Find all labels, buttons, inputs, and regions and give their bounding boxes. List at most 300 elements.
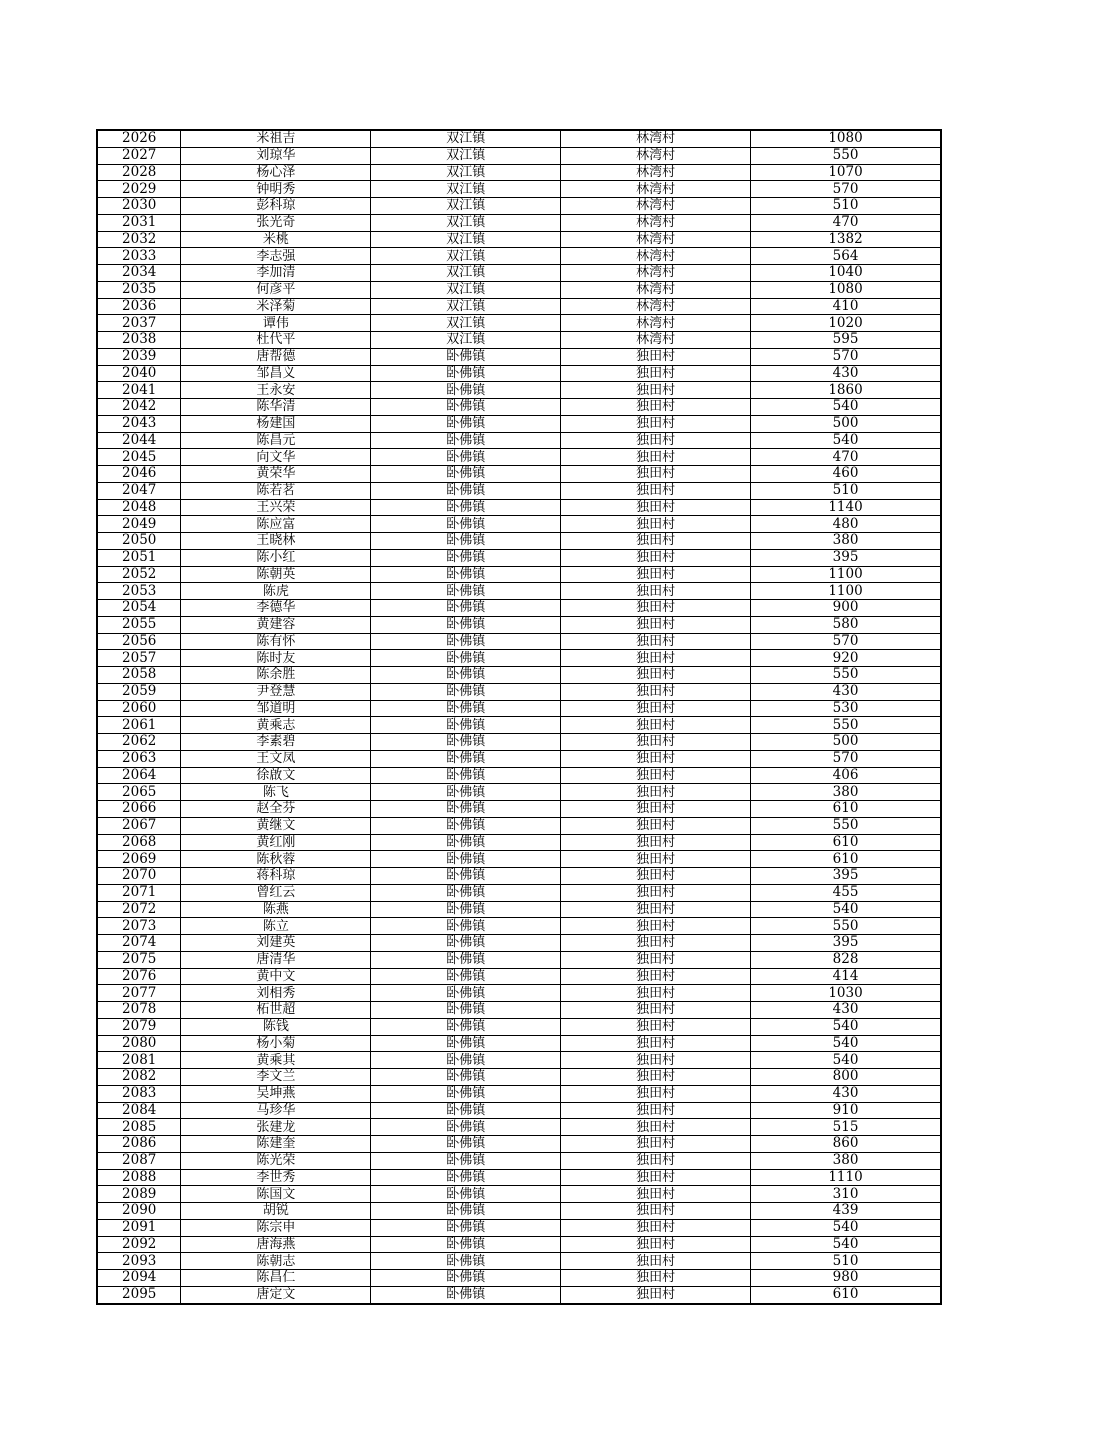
row-number-cell: 2057 — [98, 650, 181, 667]
village-cell: 独田村 — [561, 784, 751, 801]
town-cell: 卧佛镇 — [371, 1002, 561, 1019]
row-number-cell: 2071 — [98, 884, 181, 901]
town-cell: 卧佛镇 — [371, 549, 561, 566]
name-cell: 陈小红 — [181, 549, 371, 566]
town-cell: 卧佛镇 — [371, 600, 561, 617]
row-number-cell: 2063 — [98, 750, 181, 767]
table-row — [98, 700, 941, 717]
name-cell: 陈时友 — [181, 650, 371, 667]
town-cell: 卧佛镇 — [371, 415, 561, 432]
amount-cell: 500 — [751, 734, 941, 751]
table-body — [98, 131, 941, 1304]
village-cell: 林湾村 — [561, 265, 751, 282]
name-cell: 黄荣华 — [181, 466, 371, 483]
row-number-cell: 2058 — [98, 667, 181, 684]
name-cell: 陈燕 — [181, 901, 371, 918]
amount-cell: 395 — [751, 935, 941, 952]
row-number-cell: 2048 — [98, 499, 181, 516]
name-cell: 张光奇 — [181, 214, 371, 231]
name-cell: 黄中文 — [181, 968, 371, 985]
village-cell: 独田村 — [561, 667, 751, 684]
town-cell: 卧佛镇 — [371, 616, 561, 633]
table-row — [98, 918, 941, 935]
name-cell: 陈华清 — [181, 399, 371, 416]
table-row — [98, 499, 941, 516]
town-cell: 卧佛镇 — [371, 851, 561, 868]
village-cell: 独田村 — [561, 1236, 751, 1253]
village-cell: 独田村 — [561, 499, 751, 516]
amount-cell: 1030 — [751, 985, 941, 1002]
village-cell: 独田村 — [561, 1219, 751, 1236]
table-row — [98, 231, 941, 248]
table-row — [98, 1152, 941, 1169]
town-cell: 卧佛镇 — [371, 566, 561, 583]
amount-cell: 540 — [751, 1018, 941, 1035]
name-cell: 杨建国 — [181, 415, 371, 432]
name-cell: 陈秋蓉 — [181, 851, 371, 868]
data-table — [97, 130, 941, 1304]
village-cell: 独田村 — [561, 566, 751, 583]
row-number-cell: 2072 — [98, 901, 181, 918]
name-cell: 黄继文 — [181, 817, 371, 834]
town-cell: 双江镇 — [371, 248, 561, 265]
village-cell: 独田村 — [561, 901, 751, 918]
amount-cell: 1100 — [751, 566, 941, 583]
amount-cell: 410 — [751, 298, 941, 315]
name-cell: 张建龙 — [181, 1119, 371, 1136]
table-row — [98, 801, 941, 818]
table-row — [98, 449, 941, 466]
name-cell: 唐帮德 — [181, 348, 371, 365]
table-row — [98, 382, 941, 399]
amount-cell: 430 — [751, 683, 941, 700]
town-cell: 卧佛镇 — [371, 1152, 561, 1169]
amount-cell: 570 — [751, 633, 941, 650]
row-number-cell: 2043 — [98, 415, 181, 432]
village-cell: 独田村 — [561, 1102, 751, 1119]
town-cell: 卧佛镇 — [371, 449, 561, 466]
name-cell: 吴坤燕 — [181, 1085, 371, 1102]
town-cell: 双江镇 — [371, 198, 561, 215]
table-row — [98, 1219, 941, 1236]
town-cell: 双江镇 — [371, 281, 561, 298]
amount-cell: 500 — [751, 415, 941, 432]
name-cell: 王兴荣 — [181, 499, 371, 516]
table-row — [98, 164, 941, 181]
village-cell: 独田村 — [561, 968, 751, 985]
table-row — [98, 516, 941, 533]
row-number-cell: 2055 — [98, 616, 181, 633]
name-cell: 李素碧 — [181, 734, 371, 751]
town-cell: 卧佛镇 — [371, 1236, 561, 1253]
village-cell: 独田村 — [561, 432, 751, 449]
row-number-cell: 2093 — [98, 1253, 181, 1270]
name-cell: 李加清 — [181, 265, 371, 282]
amount-cell: 1860 — [751, 382, 941, 399]
table-row — [98, 533, 941, 550]
amount-cell: 480 — [751, 516, 941, 533]
name-cell: 陈有怀 — [181, 633, 371, 650]
table-row — [98, 1186, 941, 1203]
name-cell: 王永安 — [181, 382, 371, 399]
name-cell: 陈虎 — [181, 583, 371, 600]
row-number-cell: 2037 — [98, 315, 181, 332]
row-number-cell: 2041 — [98, 382, 181, 399]
village-cell: 独田村 — [561, 583, 751, 600]
row-number-cell: 2052 — [98, 566, 181, 583]
town-cell: 卧佛镇 — [371, 1085, 561, 1102]
town-cell: 卧佛镇 — [371, 951, 561, 968]
town-cell: 卧佛镇 — [371, 985, 561, 1002]
name-cell: 马珍华 — [181, 1102, 371, 1119]
table-row — [98, 147, 941, 164]
town-cell: 卧佛镇 — [371, 1253, 561, 1270]
amount-cell: 406 — [751, 767, 941, 784]
town-cell: 卧佛镇 — [371, 348, 561, 365]
village-cell: 独田村 — [561, 767, 751, 784]
amount-cell: 515 — [751, 1119, 941, 1136]
amount-cell: 510 — [751, 1253, 941, 1270]
village-cell: 独田村 — [561, 600, 751, 617]
row-number-cell: 2032 — [98, 231, 181, 248]
village-cell: 独田村 — [561, 834, 751, 851]
town-cell: 卧佛镇 — [371, 817, 561, 834]
amount-cell: 860 — [751, 1136, 941, 1153]
village-cell: 林湾村 — [561, 281, 751, 298]
village-cell: 独田村 — [561, 616, 751, 633]
table-row — [98, 851, 941, 868]
village-cell: 独田村 — [561, 1270, 751, 1287]
table-row — [98, 633, 941, 650]
town-cell: 卧佛镇 — [371, 717, 561, 734]
town-cell: 卧佛镇 — [371, 968, 561, 985]
amount-cell: 570 — [751, 181, 941, 198]
name-cell: 李德华 — [181, 600, 371, 617]
town-cell: 卧佛镇 — [371, 667, 561, 684]
table-row — [98, 600, 941, 617]
row-number-cell: 2070 — [98, 868, 181, 885]
town-cell: 卧佛镇 — [371, 1119, 561, 1136]
table-row — [98, 348, 941, 365]
table-row — [98, 817, 941, 834]
name-cell: 陈建奎 — [181, 1136, 371, 1153]
town-cell: 卧佛镇 — [371, 1136, 561, 1153]
name-cell: 王晓林 — [181, 533, 371, 550]
row-number-cell: 2087 — [98, 1152, 181, 1169]
name-cell: 陈钱 — [181, 1018, 371, 1035]
table-row — [98, 1203, 941, 1220]
table-row — [98, 834, 941, 851]
row-number-cell: 2065 — [98, 784, 181, 801]
name-cell: 米泽菊 — [181, 298, 371, 315]
town-cell: 卧佛镇 — [371, 901, 561, 918]
amount-cell: 1020 — [751, 315, 941, 332]
name-cell: 李志强 — [181, 248, 371, 265]
table-row — [98, 951, 941, 968]
row-number-cell: 2062 — [98, 734, 181, 751]
table-row — [98, 482, 941, 499]
row-number-cell: 2083 — [98, 1085, 181, 1102]
table-row — [98, 734, 941, 751]
row-number-cell: 2090 — [98, 1203, 181, 1220]
table-row — [98, 583, 941, 600]
town-cell: 卧佛镇 — [371, 516, 561, 533]
table-row — [98, 1136, 941, 1153]
table-row — [98, 399, 941, 416]
table-row — [98, 650, 941, 667]
town-cell: 卧佛镇 — [371, 734, 561, 751]
amount-cell: 380 — [751, 1152, 941, 1169]
town-cell: 双江镇 — [371, 332, 561, 349]
village-cell: 林湾村 — [561, 198, 751, 215]
name-cell: 陈朝志 — [181, 1253, 371, 1270]
village-cell: 林湾村 — [561, 214, 751, 231]
town-cell: 卧佛镇 — [371, 1169, 561, 1186]
amount-cell: 570 — [751, 750, 941, 767]
row-number-cell: 2029 — [98, 181, 181, 198]
row-number-cell: 2049 — [98, 516, 181, 533]
amount-cell: 540 — [751, 1219, 941, 1236]
town-cell: 双江镇 — [371, 214, 561, 231]
name-cell: 谭伟 — [181, 315, 371, 332]
town-cell: 卧佛镇 — [371, 1052, 561, 1069]
row-number-cell: 2036 — [98, 298, 181, 315]
village-cell: 独田村 — [561, 466, 751, 483]
row-number-cell: 2028 — [98, 164, 181, 181]
town-cell: 卧佛镇 — [371, 834, 561, 851]
amount-cell: 1070 — [751, 164, 941, 181]
amount-cell: 540 — [751, 399, 941, 416]
table-row — [98, 415, 941, 432]
village-cell: 林湾村 — [561, 147, 751, 164]
name-cell: 尹登慧 — [181, 683, 371, 700]
row-number-cell: 2045 — [98, 449, 181, 466]
town-cell: 卧佛镇 — [371, 382, 561, 399]
table-row — [98, 315, 941, 332]
table-row — [98, 1035, 941, 1052]
row-number-cell: 2075 — [98, 951, 181, 968]
town-cell: 卧佛镇 — [371, 918, 561, 935]
amount-cell: 828 — [751, 951, 941, 968]
name-cell: 唐定文 — [181, 1286, 371, 1303]
name-cell: 胡锐 — [181, 1203, 371, 1220]
amount-cell: 470 — [751, 449, 941, 466]
row-number-cell: 2076 — [98, 968, 181, 985]
town-cell: 卧佛镇 — [371, 1035, 561, 1052]
town-cell: 卧佛镇 — [371, 365, 561, 382]
amount-cell: 310 — [751, 1186, 941, 1203]
name-cell: 彭科琼 — [181, 198, 371, 215]
village-cell: 独田村 — [561, 1119, 751, 1136]
town-cell: 双江镇 — [371, 164, 561, 181]
village-cell: 独田村 — [561, 851, 751, 868]
village-cell: 独田村 — [561, 717, 751, 734]
amount-cell: 510 — [751, 482, 941, 499]
table-row — [98, 1052, 941, 1069]
row-number-cell: 2081 — [98, 1052, 181, 1069]
row-number-cell: 2047 — [98, 482, 181, 499]
town-cell: 卧佛镇 — [371, 700, 561, 717]
village-cell: 林湾村 — [561, 231, 751, 248]
table-row — [98, 466, 941, 483]
table-row — [98, 1253, 941, 1270]
name-cell: 陈宗申 — [181, 1219, 371, 1236]
row-number-cell: 2031 — [98, 214, 181, 231]
village-cell: 独田村 — [561, 1018, 751, 1035]
name-cell: 邹道明 — [181, 700, 371, 717]
row-number-cell: 2042 — [98, 399, 181, 416]
amount-cell: 530 — [751, 700, 941, 717]
amount-cell: 550 — [751, 817, 941, 834]
row-number-cell: 2080 — [98, 1035, 181, 1052]
row-number-cell: 2061 — [98, 717, 181, 734]
village-cell: 独田村 — [561, 918, 751, 935]
row-number-cell: 2038 — [98, 332, 181, 349]
town-cell: 卧佛镇 — [371, 767, 561, 784]
village-cell: 独田村 — [561, 1136, 751, 1153]
table-row — [98, 868, 941, 885]
row-number-cell: 2078 — [98, 1002, 181, 1019]
row-number-cell: 2069 — [98, 851, 181, 868]
village-cell: 林湾村 — [561, 164, 751, 181]
name-cell: 陈光荣 — [181, 1152, 371, 1169]
row-number-cell: 2064 — [98, 767, 181, 784]
row-number-cell: 2068 — [98, 834, 181, 851]
row-number-cell: 2030 — [98, 198, 181, 215]
village-cell: 独田村 — [561, 399, 751, 416]
row-number-cell: 2089 — [98, 1186, 181, 1203]
name-cell: 陈立 — [181, 918, 371, 935]
village-cell: 林湾村 — [561, 131, 751, 148]
row-number-cell: 2073 — [98, 918, 181, 935]
village-cell: 独田村 — [561, 348, 751, 365]
name-cell: 米祖吉 — [181, 131, 371, 148]
village-cell: 独田村 — [561, 817, 751, 834]
village-cell: 独田村 — [561, 884, 751, 901]
town-cell: 双江镇 — [371, 131, 561, 148]
table-row — [98, 683, 941, 700]
village-cell: 独田村 — [561, 365, 751, 382]
amount-cell: 610 — [751, 851, 941, 868]
village-cell: 独田村 — [561, 633, 751, 650]
amount-cell: 430 — [751, 365, 941, 382]
name-cell: 陈余胜 — [181, 667, 371, 684]
town-cell: 卧佛镇 — [371, 482, 561, 499]
row-number-cell: 2079 — [98, 1018, 181, 1035]
name-cell: 黄建容 — [181, 616, 371, 633]
village-cell: 独田村 — [561, 1052, 751, 1069]
row-number-cell: 2044 — [98, 432, 181, 449]
amount-cell: 910 — [751, 1102, 941, 1119]
table-row — [98, 298, 941, 315]
name-cell: 何彦平 — [181, 281, 371, 298]
row-number-cell: 2091 — [98, 1219, 181, 1236]
town-cell: 卧佛镇 — [371, 801, 561, 818]
name-cell: 陈飞 — [181, 784, 371, 801]
town-cell: 卧佛镇 — [371, 583, 561, 600]
row-number-cell: 2084 — [98, 1102, 181, 1119]
name-cell: 向文华 — [181, 449, 371, 466]
name-cell: 赵全芬 — [181, 801, 371, 818]
table-row — [98, 1270, 941, 1287]
village-cell: 独田村 — [561, 516, 751, 533]
row-number-cell: 2088 — [98, 1169, 181, 1186]
amount-cell: 430 — [751, 1085, 941, 1102]
village-cell: 独田村 — [561, 683, 751, 700]
amount-cell: 1110 — [751, 1169, 941, 1186]
amount-cell: 1140 — [751, 499, 941, 516]
village-cell: 林湾村 — [561, 315, 751, 332]
village-cell: 独田村 — [561, 415, 751, 432]
amount-cell: 439 — [751, 1203, 941, 1220]
table-row — [98, 767, 941, 784]
name-cell: 陈昌元 — [181, 432, 371, 449]
table-row — [98, 549, 941, 566]
name-cell: 陈若茗 — [181, 482, 371, 499]
name-cell: 黄乘其 — [181, 1052, 371, 1069]
amount-cell: 920 — [751, 650, 941, 667]
village-cell: 独田村 — [561, 482, 751, 499]
amount-cell: 395 — [751, 549, 941, 566]
name-cell: 曾红云 — [181, 884, 371, 901]
town-cell: 双江镇 — [371, 147, 561, 164]
amount-cell: 1080 — [751, 281, 941, 298]
name-cell: 刘琼华 — [181, 147, 371, 164]
name-cell: 蒋科琼 — [181, 868, 371, 885]
village-cell: 独田村 — [561, 1253, 751, 1270]
amount-cell: 460 — [751, 466, 941, 483]
town-cell: 卧佛镇 — [371, 683, 561, 700]
amount-cell: 540 — [751, 432, 941, 449]
amount-cell: 455 — [751, 884, 941, 901]
table-row — [98, 667, 941, 684]
row-number-cell: 2054 — [98, 600, 181, 617]
row-number-cell: 2026 — [98, 131, 181, 148]
table-row — [98, 935, 941, 952]
row-number-cell: 2077 — [98, 985, 181, 1002]
row-number-cell: 2094 — [98, 1270, 181, 1287]
town-cell: 卧佛镇 — [371, 1186, 561, 1203]
table-row — [98, 365, 941, 382]
row-number-cell: 2033 — [98, 248, 181, 265]
name-cell: 徐啟文 — [181, 767, 371, 784]
table-row — [98, 198, 941, 215]
table-row — [98, 1169, 941, 1186]
row-number-cell: 2066 — [98, 801, 181, 818]
town-cell: 双江镇 — [371, 265, 561, 282]
amount-cell: 595 — [751, 332, 941, 349]
amount-cell: 570 — [751, 348, 941, 365]
table-row — [98, 131, 941, 148]
town-cell: 卧佛镇 — [371, 432, 561, 449]
amount-cell: 610 — [751, 801, 941, 818]
village-cell: 独田村 — [561, 1152, 751, 1169]
town-cell: 卧佛镇 — [371, 884, 561, 901]
name-cell: 杜代平 — [181, 332, 371, 349]
table-row — [98, 784, 941, 801]
name-cell: 黄红刚 — [181, 834, 371, 851]
amount-cell: 980 — [751, 1270, 941, 1287]
name-cell: 黄乘志 — [181, 717, 371, 734]
village-cell: 独田村 — [561, 935, 751, 952]
town-cell: 卧佛镇 — [371, 868, 561, 885]
amount-cell: 550 — [751, 918, 941, 935]
village-cell: 林湾村 — [561, 181, 751, 198]
amount-cell: 610 — [751, 1286, 941, 1303]
town-cell: 卧佛镇 — [371, 499, 561, 516]
village-cell: 林湾村 — [561, 298, 751, 315]
town-cell: 卧佛镇 — [371, 466, 561, 483]
